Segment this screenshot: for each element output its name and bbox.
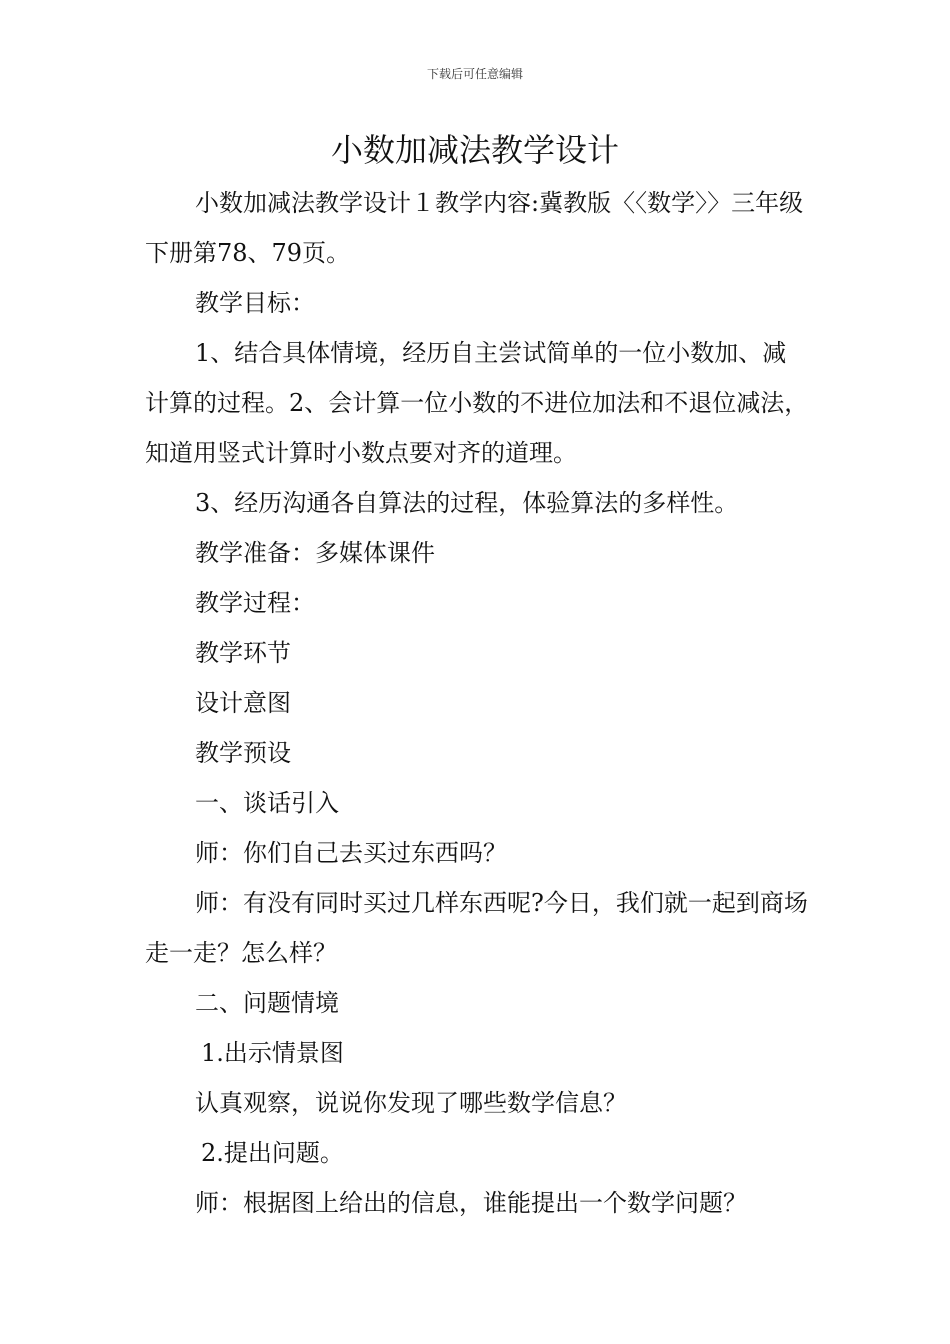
- paragraph-design-intent: 设计意图: [195, 689, 291, 717]
- paragraph-teaching-step: 教学环节: [195, 639, 291, 667]
- paragraph-teaching-goals-heading: 教学目标：: [195, 289, 315, 317]
- paragraph-show-scene: 1.出示情景图: [201, 1039, 344, 1067]
- paragraph-goal-3: 3、经历沟通各自算法的过程，体验算法的多样性。: [195, 489, 739, 517]
- paragraph-teacher-question-2: 师：有没有同时买过几样东西呢?今日，我们就一起到商场走一走？怎么样？: [145, 889, 808, 967]
- paragraph-teacher-question-3: 师：根据图上给出的信息，谁能提出一个数学问题？: [195, 1189, 747, 1217]
- paragraph-teaching-preset: 教学预设: [195, 739, 291, 767]
- paragraph-teacher-question-1: 师：你们自己去买过东西吗？: [195, 839, 507, 867]
- paragraph-ask-questions: 2.提出问题。: [201, 1139, 344, 1167]
- paragraph-teaching-prep: 教学准备：多媒体课件: [195, 539, 435, 567]
- paragraph-teaching-content: 小数加减法教学设计１教学内容:冀教版〈〈数学〉〉三年级下册第78、79页。: [145, 189, 804, 267]
- paragraph-teaching-process: 教学过程：: [195, 589, 315, 617]
- document-title: 小数加减法教学设计: [330, 131, 619, 169]
- section-heading-intro: 一、谈话引入: [195, 789, 339, 817]
- paragraph-goals-1-2: 1、结合具体情境，经历自主尝试简单的一位小数加、减计算的过程。2、会计算一位小数的不进位加法和不退位减法，知道用竖式计算时小数点要对齐的道理。: [145, 339, 809, 467]
- section-heading-problem-situation: 二、问题情境: [195, 989, 339, 1017]
- header-note: 下载后可任意编辑: [426, 67, 523, 81]
- paragraph-observe: 认真观察，说说你发现了哪些数学信息？: [195, 1089, 627, 1117]
- document-body: [145, 178, 810, 1228]
